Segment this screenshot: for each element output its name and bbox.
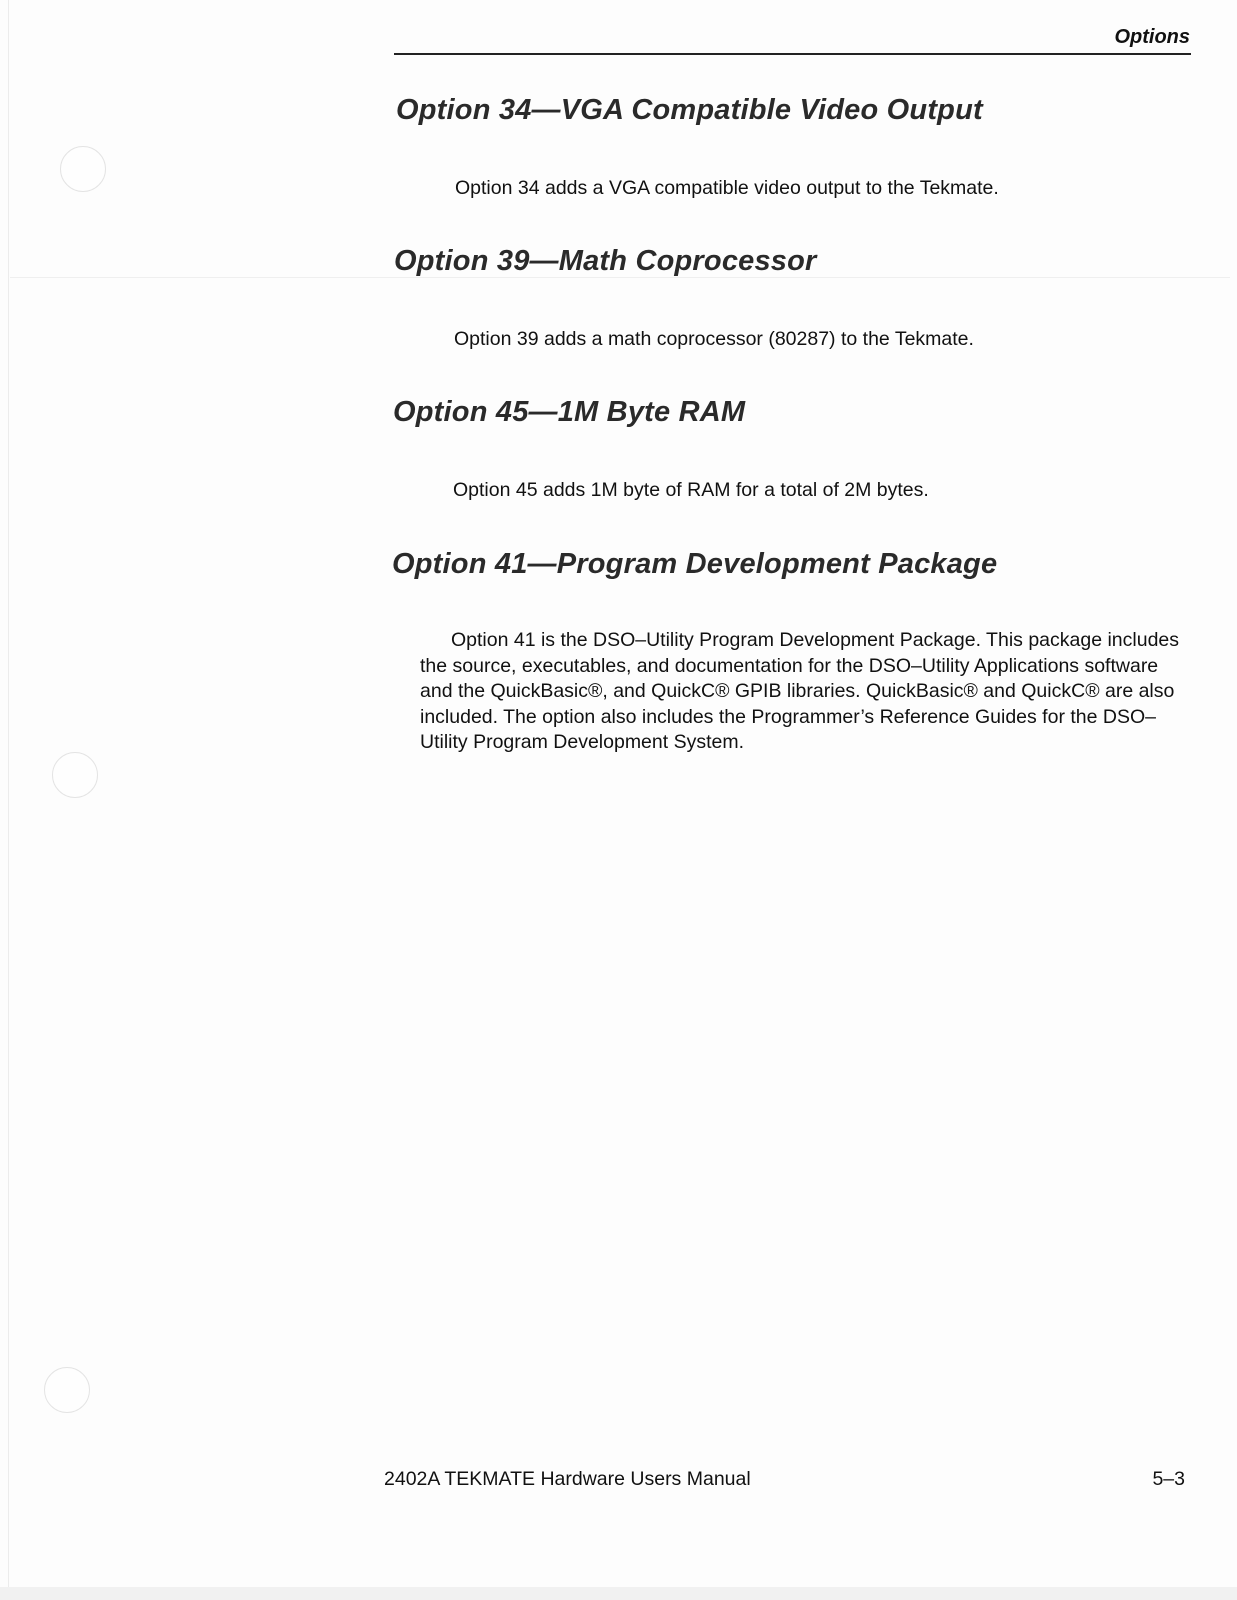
header-rule	[394, 53, 1191, 55]
running-header: Options	[1114, 26, 1190, 48]
section-heading-option-39: Option 39—Math Coprocessor	[394, 245, 817, 277]
footer-manual-title: 2402A TEKMATE Hardware Users Manual	[384, 1468, 751, 1490]
section-body-option-41: Option 41 is the DSO–Utility Program Development Package. This package includes the source, executables, and documentation for the DSO–Utility Applications software and the QuickBasic®, and QuickC® GPIB libraries. QuickBasic® and QuickC® are also included. The option also includes the Programmer’s Reference Guides for the DSO–Utility Program Development System.	[420, 629, 1180, 753]
punch-hole-middle	[52, 752, 98, 798]
section-heading-option-34: Option 34—VGA Compatible Video Output	[396, 94, 983, 126]
section-body-option-39: Option 39 adds a math coprocessor (80287) to the Tekmate.	[454, 328, 974, 350]
scan-bottom-edge	[0, 1587, 1237, 1600]
footer-page-number: 5–3	[1152, 1468, 1185, 1490]
section-heading-option-45: Option 45—1M Byte RAM	[393, 396, 746, 428]
scan-edge	[8, 0, 9, 1600]
punch-hole-bottom	[44, 1367, 90, 1413]
section-body-option-45: Option 45 adds 1M byte of RAM for a total of 2M bytes.	[453, 479, 929, 501]
punch-hole-top	[60, 146, 106, 192]
section-heading-option-41: Option 41—Program Development Package	[392, 548, 998, 580]
section-body-option-34: Option 34 adds a VGA compatible video output to the Tekmate.	[455, 177, 999, 199]
